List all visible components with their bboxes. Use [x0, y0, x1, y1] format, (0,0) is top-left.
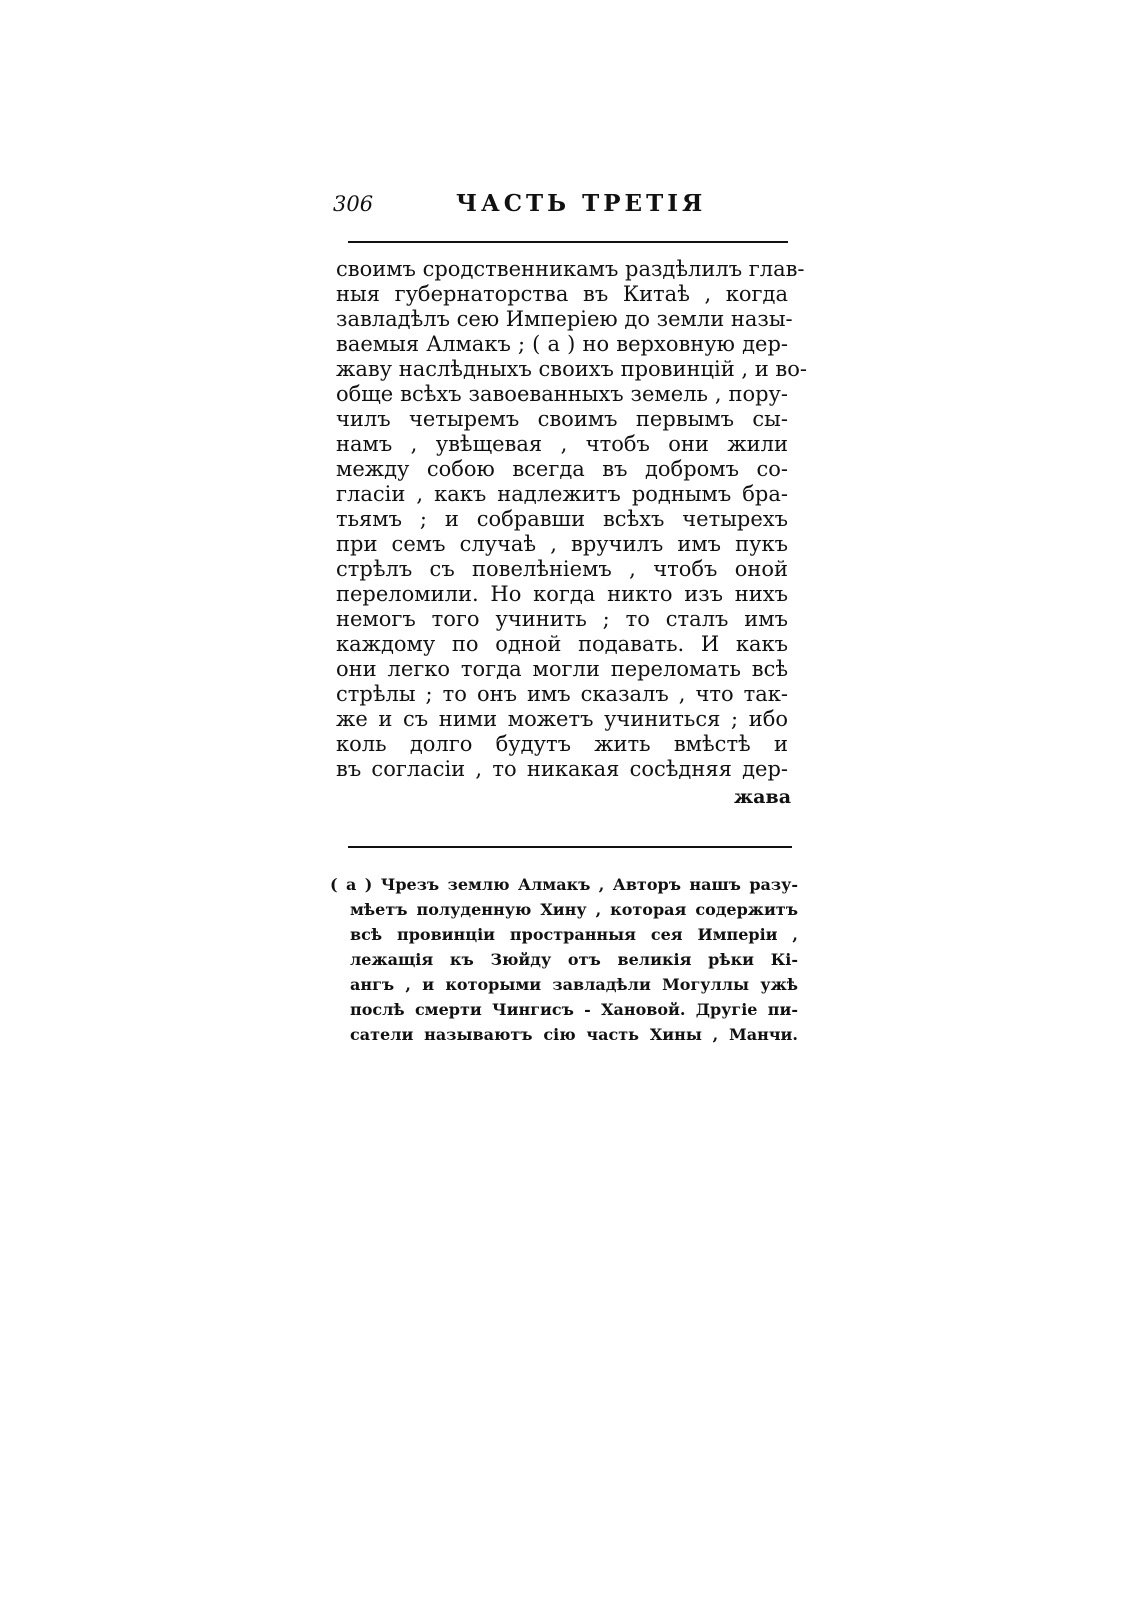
footnote-line: мѣетъ полуденную Хину , которая содержитъ	[350, 900, 798, 919]
text-line: чилъ четыремъ своимъ первымъ сы-	[336, 407, 788, 431]
footnote-line: сатели называютъ сiю часть Хины , Манчи.	[350, 1025, 798, 1044]
text-line: ваемыя Алмакъ ; ( а ) но верховную дер-	[336, 332, 788, 356]
text-line: обще всѣхъ завоеванныхъ земель , пору-	[336, 382, 788, 406]
text-line: своимъ сродственникамъ раздѣлилъ глав-	[336, 257, 805, 281]
page-number: 306	[333, 192, 374, 216]
text-line: каждому по одной подавать. И какъ	[336, 632, 788, 656]
text-line: намъ , увѣщевая , чтобъ они жили	[336, 432, 788, 456]
text-line: при семъ случаѣ , вручилъ имъ пукъ	[336, 532, 788, 556]
text-line: стрѣлъ съ повелѣнiемъ , чтобъ оной	[336, 557, 788, 581]
text-line: они легко тогда могли переломать всѣ	[336, 657, 788, 681]
footnote-line: лежащiя къ Зюйду отъ великiя рѣки Кi-	[350, 950, 798, 969]
text-line: завладѣлъ сею Имперiею до земли назы-	[336, 307, 793, 331]
text-line: тьямъ ; и собравши всѣхъ четырехъ	[336, 507, 788, 531]
catchword: жава	[734, 786, 792, 808]
text-line: стрѣлы ; то онъ имъ сказалъ , что так-	[336, 682, 788, 706]
text-line: немогъ того учинить ; то сталъ имъ	[336, 607, 788, 631]
main-text	[336, 257, 807, 782]
footnote-line: всѣ провинцiи пространныя сея Имперiи ,	[350, 925, 798, 944]
footnote	[330, 872, 798, 1047]
page-header	[333, 192, 789, 228]
text-line: ныя губернаторства въ Китаѣ , когда	[336, 282, 788, 306]
footnote-rule	[348, 846, 792, 848]
running-title: ЧАСТЬ ТРЕТІЯ	[456, 190, 707, 217]
footnote-line: ангъ , и которыми завладѣли Могуллы ужѣ	[350, 975, 798, 994]
text-line: гласiи , какъ надлежитъ роднымъ бра-	[336, 482, 788, 506]
text-line: между собою всегда въ добромъ со-	[336, 457, 788, 481]
header-rule	[348, 241, 788, 243]
footnote-line: послѣ смерти Чингисъ - Хановой. Другiе пи-	[350, 1000, 798, 1019]
footnote-line: ( а ) Чрезъ землю Алмакъ , Авторъ нашъ разу-	[330, 875, 798, 894]
text-line: переломили. Но когда никто изъ нихъ	[336, 582, 788, 606]
text-line: въ согласiи , то никакая сосѣдняя дер-	[336, 757, 788, 781]
text-line: коль долго будутъ жить вмѣстѣ и	[336, 732, 788, 756]
text-line: же и съ ними можетъ учиниться ; ибо	[336, 707, 788, 731]
text-line: жаву наслѣдныхъ своихъ провинцiй , и во-	[336, 357, 807, 381]
